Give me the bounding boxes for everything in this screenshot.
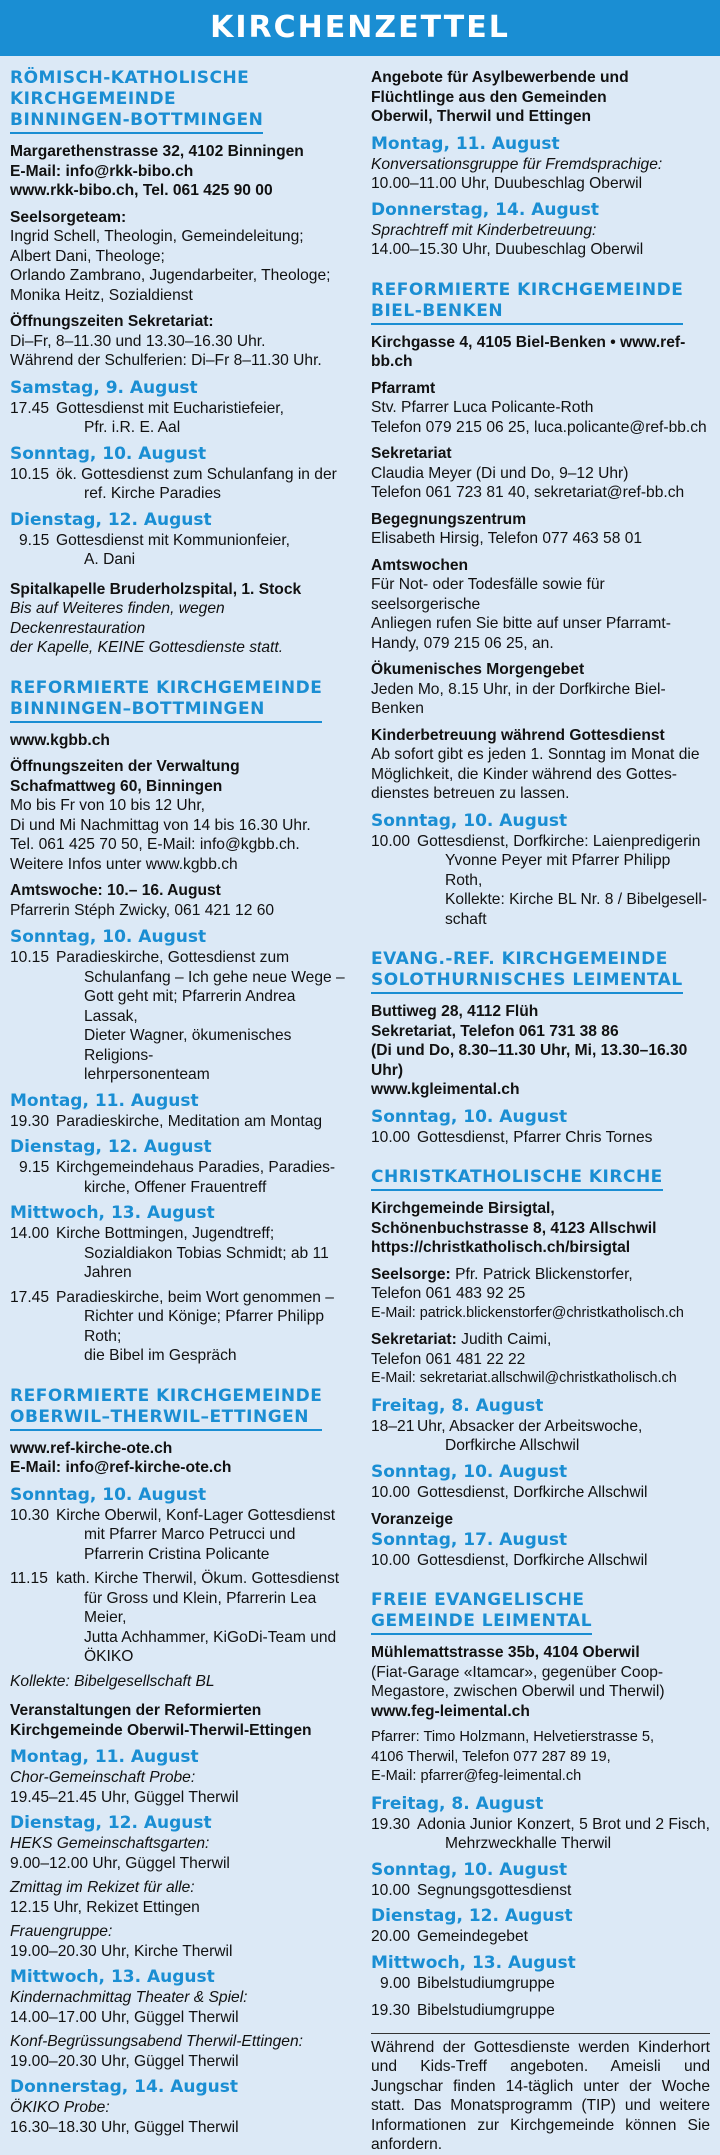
event bbox=[371, 2001, 710, 2021]
section-heading bbox=[10, 678, 322, 723]
text-line: Ingrid Schell, Theologin, Gemeindeleitung; bbox=[10, 228, 304, 245]
event-time: 10.00 bbox=[371, 832, 411, 850]
event bbox=[371, 221, 710, 260]
text-line: Oberwil, Therwil und Ettingen bbox=[371, 108, 592, 125]
text-line: Schafmattweg 60, Binningen bbox=[10, 777, 223, 795]
text-line: Kindernachmittag Theater & Spiel: bbox=[10, 1989, 248, 2006]
day-heading: Montag, 11. August bbox=[10, 1747, 199, 1767]
team-block bbox=[10, 208, 349, 306]
text-line: Konf-Begrüssungsabend Therwil-Ettingen: bbox=[10, 2033, 303, 2050]
text-line: kath. Kirche Therwil, Ökum. Gottesdienst bbox=[56, 1570, 340, 1587]
text-line: Frauengruppe: bbox=[10, 1923, 113, 1940]
event-description bbox=[56, 465, 349, 504]
text-line: Pfarrer: Timo Holzmann, Helvetierstrasse 5, bbox=[371, 1729, 655, 1745]
event-description bbox=[56, 1288, 349, 1366]
text-line: Konversationsgruppe für Fremdsprachige: bbox=[371, 155, 663, 173]
event bbox=[371, 1974, 710, 1994]
text-line: Dieter Wagner, ökumenisches Religions- bbox=[84, 1027, 292, 1064]
day-heading: Sonntag, 10. August bbox=[371, 810, 568, 831]
kinderbetreuung-block bbox=[371, 726, 710, 804]
veranstaltungen-title bbox=[10, 1701, 349, 1740]
day-heading: Freitag, 8. August bbox=[371, 1793, 544, 1814]
event-description bbox=[417, 1128, 710, 1148]
spital-note bbox=[10, 580, 349, 658]
text-line: Paradieskirche, Gottesdienst zum bbox=[56, 949, 290, 966]
event-description bbox=[417, 1417, 710, 1456]
text-line: BIEL-BENKEN bbox=[371, 300, 504, 321]
sekretariat-block bbox=[371, 1330, 710, 1389]
event-description bbox=[417, 1881, 710, 1901]
text-line: BINNINGEN-BOTTMINGEN bbox=[10, 110, 264, 130]
address-block bbox=[371, 1643, 710, 1721]
text-line: Megastore, zwischen Oberwil und Therwil) bbox=[371, 1683, 665, 1700]
text-line: Segnungsgottesdienst bbox=[417, 1881, 572, 1899]
event bbox=[10, 1988, 349, 2027]
text-line: ref. Kirche Paradies bbox=[84, 485, 221, 502]
text-line: 4106 Therwil, Telefon 077 287 89 19, bbox=[371, 1748, 611, 1765]
text-line: Stv. Pfarrer Luca Policante-Roth bbox=[371, 399, 594, 416]
address-block bbox=[10, 142, 349, 201]
text-line: 12.15 Uhr, Rekizet Ettingen bbox=[10, 1898, 200, 1916]
web-link[interactable]: www.ref-kirche-ote.ch bbox=[10, 1439, 173, 1457]
text-line: schaft bbox=[445, 910, 487, 928]
event bbox=[10, 1922, 349, 1961]
day-heading: Donnerstag, 14. August bbox=[371, 199, 599, 220]
text-line: Pfr. i.R. E. Aal bbox=[84, 419, 181, 436]
day-heading: Montag, 11. August bbox=[10, 1090, 199, 1111]
footer-note: Während der Gottesdienste werden Kinderhort und Kids-Treff angeboten. Ameisli und Jungschar finden 14-täglich unter der Woche statt. Das Monatsprogramm (TIP) und weitere Informationen zur Kirchgemeinde können Sie anfordern. bbox=[371, 2033, 710, 2155]
address-block: Kirchgasse 4, 4105 Biel-Benken • www.ref-bb.ch bbox=[371, 333, 686, 370]
text-line: ÖKIKO Probe: bbox=[10, 2099, 110, 2116]
text-line: SOLOTHURNISCHES LEIMENTAL bbox=[371, 970, 683, 990]
web-link[interactable]: www.kgleimental.ch bbox=[371, 1081, 520, 1098]
section-heading bbox=[371, 949, 683, 994]
text-line: 19.00–20.30 Uhr, Güggel Therwil bbox=[10, 2052, 239, 2070]
text-line: Sekretariat, Telefon 061 731 38 86 bbox=[371, 1022, 619, 1040]
text-line: Mo bis Fr von 10 bis 12 Uhr, bbox=[10, 797, 206, 814]
day-heading: Mittwoch, 13. August bbox=[10, 1203, 215, 1223]
text-line: Sprachtreff mit Kinderbetreuung: bbox=[371, 221, 597, 239]
text-line: Chor-Gemeinschaft Probe: bbox=[10, 1769, 196, 1786]
address-block bbox=[371, 1199, 710, 1258]
text-line: Di–Fr, 8–11.30 und 13.30–16.30 Uhr. bbox=[10, 332, 266, 350]
event-time: 10.00 bbox=[371, 1483, 411, 1501]
text-line: BINNINGEN–BOTTMINGEN bbox=[10, 698, 265, 719]
text-line: Mühlemattstrasse 35b, 4104 Oberwil bbox=[371, 1644, 640, 1661]
text-line: Paradieskirche, beim Wort genommen – bbox=[56, 1288, 334, 1306]
text-line: Amtswoche: 10.– 16. August bbox=[10, 882, 221, 899]
event-time: 17.45 bbox=[10, 399, 50, 417]
text-line: Bis auf Weiteres finden, wegen Deckenrestauration bbox=[10, 600, 225, 637]
event bbox=[371, 1881, 710, 1901]
text-line: kirche, Offener Frauentreff bbox=[84, 1178, 267, 1196]
web-block bbox=[10, 1439, 349, 1478]
section-heading bbox=[10, 1386, 322, 1431]
text-line: mit Pfarrer Marco Petrucci und bbox=[84, 1526, 296, 1543]
asyl-title bbox=[371, 68, 710, 127]
text-line: Uhr, Absacker der Arbeitswoche, bbox=[417, 1417, 643, 1435]
text-line: Telefon 061 483 92 25 bbox=[371, 1285, 526, 1302]
text-line: EVANG.-REF. KIRCHGEMEINDE bbox=[371, 949, 668, 969]
page-title: KIRCHENZETTEL bbox=[0, 0, 720, 56]
text-line: Kinderbetreuung während Gottesdienst bbox=[371, 726, 665, 744]
text-line: 14.00–15.30 Uhr, Duubeschlag Oberwil bbox=[371, 241, 644, 258]
text-line: REFORMIERTE KIRCHGEMEINDE bbox=[10, 677, 323, 698]
text-line: Orlando Zambrano, Jugendarbeiter, Theologe; bbox=[10, 267, 331, 284]
text-line: Seelsorgeteam: bbox=[10, 208, 127, 226]
day-heading: Sonntag, 10. August bbox=[371, 1106, 568, 1127]
text-line: Flüchtlinge aus den Gemeinden bbox=[371, 88, 607, 106]
day-heading: Freitag, 8. August bbox=[371, 1395, 544, 1416]
day-heading: Samstag, 9. August bbox=[10, 377, 198, 398]
text-line: OBERWIL–THERWIL–ETTINGEN bbox=[10, 1406, 309, 1427]
event-description bbox=[417, 1927, 710, 1947]
text-line: Veranstaltungen der Reformierten bbox=[10, 1702, 262, 1719]
text-line: ök. Gottesdienst zum Schulanfang in der bbox=[56, 465, 337, 483]
text-line: E-Mail: pfarrer@feg-leimental.ch bbox=[371, 1768, 582, 1784]
event-time: 19.30 bbox=[371, 1815, 411, 1833]
text-line: der Kapelle, KEINE Gottesdienste statt. bbox=[10, 639, 284, 656]
day-heading: Donnerstag, 14. August bbox=[10, 2077, 238, 2097]
text-line: GEMEINDE LEIMENTAL bbox=[371, 1611, 593, 1631]
text-line: Richter und Könige; Pfarrer Philipp Roth; bbox=[84, 1308, 325, 1345]
kollekte: Kollekte: Bibelgesellschaft BL bbox=[10, 1672, 215, 1690]
section-ref-binningen-bottmingen bbox=[10, 678, 349, 1366]
text-line: Pfarramt bbox=[371, 379, 436, 397]
day-heading: Mittwoch, 13. August bbox=[10, 1967, 215, 1987]
text-line: Telefon 061 481 22 22 bbox=[371, 1350, 526, 1368]
begegnungszentrum-block bbox=[371, 510, 710, 549]
text-line: Margarethenstrasse 32, 4102 Binningen bbox=[10, 143, 304, 160]
event-time: 10.30 bbox=[10, 1506, 50, 1524]
text-line: (Fiat-Garage «Itamcar», gegenüber Coop- bbox=[371, 1663, 664, 1681]
event bbox=[371, 1551, 710, 1571]
text-line: Di und Mi Nachmittag von 14 bis 16.30 Uhr. bbox=[10, 816, 311, 834]
text-line: Pfr. Patrick Blickenstorfer, bbox=[455, 1265, 633, 1283]
event bbox=[371, 1417, 710, 1456]
text-line: Elisabeth Hirsig, Telefon 077 463 58 01 bbox=[371, 530, 643, 547]
text-line: Tel. 061 425 70 50, E-Mail: info@kgbb.ch. bbox=[10, 836, 300, 853]
text-line: (Di und Do, 8.30–11.30 Uhr, Mi, 13.30–16.30 Uhr) bbox=[371, 1042, 688, 1079]
text-line: Bibelstudiumgruppe bbox=[417, 1974, 555, 1992]
text-line: Telefon 079 215 06 25, luca.policante@ref-bb.ch bbox=[371, 418, 707, 436]
email-link[interactable]: E-Mail: info@ref-kirche-ote.ch bbox=[10, 1459, 232, 1476]
pfarramt-block bbox=[371, 379, 710, 438]
event bbox=[371, 1815, 710, 1854]
event bbox=[10, 399, 349, 438]
text-line: Kirche Bottmingen, Jugendtreff; bbox=[56, 1225, 275, 1242]
event bbox=[10, 1224, 349, 1283]
text-line: Gottesdienst mit Eucharistiefeier, bbox=[56, 399, 284, 417]
event-description bbox=[417, 832, 710, 930]
text-line: Buttiweg 28, 4112 Flüh bbox=[371, 1003, 539, 1020]
section-rk-binningen bbox=[10, 68, 349, 658]
event bbox=[10, 2098, 349, 2137]
text-line: KIRCHGEMEINDE bbox=[10, 89, 177, 109]
text-line: Möglichkeit, die Kinder während des Gottes- bbox=[371, 765, 677, 783]
text-line: Claudia Meyer (Di und Do, 9–12 Uhr) bbox=[371, 464, 629, 482]
day-heading: Sonntag, 10. August bbox=[371, 1461, 568, 1482]
text-line: Gottesdienst, Dorfkirche Allschwil bbox=[417, 1551, 648, 1569]
section-asyl bbox=[371, 68, 710, 260]
text-line: Monika Heitz, Sozialdienst bbox=[10, 286, 193, 304]
text-line: Kirchgemeinde Birsigtal, bbox=[371, 1200, 555, 1217]
text-line: A. Dani bbox=[84, 551, 136, 568]
event-description bbox=[56, 531, 349, 570]
email-link[interactable]: E-Mail: info@rkk-bibo.ch bbox=[10, 162, 194, 180]
text-line: Gottesdienst, Dorfkirche Allschwil bbox=[417, 1483, 648, 1501]
event-time: 18–21 bbox=[371, 1417, 415, 1435]
event bbox=[10, 1569, 349, 1667]
event bbox=[10, 2032, 349, 2071]
event-time: 9.15 bbox=[19, 1159, 50, 1176]
section-solothurnisches-leimental bbox=[371, 949, 710, 1147]
event-description bbox=[56, 1224, 349, 1283]
text-line: Mehrzweckhalle Therwil bbox=[445, 1835, 612, 1852]
text-line: Schulanfang – Ich gehe neue Wege – bbox=[84, 968, 345, 986]
pfarrer-block bbox=[371, 1728, 710, 1787]
web-link[interactable]: www.rkk-bibo.ch, Tel. 061 425 90 00 bbox=[10, 182, 273, 199]
text-line: Anliegen rufen Sie bitte auf unser Pfarramt- bbox=[371, 615, 671, 632]
day-heading: Dienstag, 12. August bbox=[10, 1137, 212, 1157]
event-description bbox=[56, 1112, 349, 1132]
text-line: Weitere Infos unter www.kgbb.ch bbox=[10, 855, 238, 873]
text-line: Jutta Achhammer, KiGoDi-Team und ÖKIKO bbox=[84, 1628, 337, 1665]
event bbox=[10, 1768, 349, 1807]
event-time: 10.00 bbox=[371, 1881, 411, 1899]
event-time: 9.15 bbox=[19, 531, 50, 549]
admin-hours bbox=[10, 757, 349, 874]
event-description bbox=[56, 399, 349, 438]
text-line: Paradieskirche, Meditation am Montag bbox=[56, 1112, 323, 1130]
text-line: Kirchgemeinde Oberwil-Therwil-Ettingen bbox=[10, 1721, 312, 1739]
section-heading bbox=[10, 68, 263, 134]
event-time: 19.30 bbox=[371, 2002, 411, 2019]
text-line: für Gross und Klein, Pfarrerin Lea Meier, bbox=[84, 1589, 317, 1626]
event-time: 10.15 bbox=[10, 465, 50, 483]
text-line: Dorfkirche Allschwil bbox=[445, 1437, 580, 1454]
text-line: Pfarrerin Cristina Policante bbox=[84, 1545, 270, 1563]
day-heading: Sonntag, 10. August bbox=[371, 1859, 568, 1880]
text-line: Jeden Mo, 8.15 Uhr, in der Dorfkirche Biel-Benken bbox=[371, 680, 666, 717]
text-line: Ökumenisches Morgengebet bbox=[371, 661, 585, 678]
day-heading: Sonntag, 17. August bbox=[371, 1529, 568, 1550]
text-line: 14.00–17.00 Uhr, Güggel Therwil bbox=[10, 2008, 239, 2026]
text-line: 16.30–18.30 Uhr, Güggel Therwil bbox=[10, 2118, 239, 2136]
seelsorge-block bbox=[371, 1265, 710, 1324]
event bbox=[10, 1834, 349, 1873]
section-heading bbox=[371, 1590, 592, 1635]
day-heading: Sonntag, 10. August bbox=[10, 443, 207, 464]
text-line: Kirchgemeindehaus Paradies, Paradies- bbox=[56, 1159, 336, 1176]
text-line: Ab sofort gibt es jeden 1. Sonntag im Monat die bbox=[371, 746, 700, 763]
text-line: Öffnungszeiten Sekretariat: bbox=[10, 313, 214, 330]
web-link[interactable]: www.kgbb.ch bbox=[10, 731, 110, 749]
text-line: Telefon 061 723 81 40, sekretariat@ref-bb.ch bbox=[371, 484, 685, 501]
event-description bbox=[417, 2001, 710, 2021]
text-line: Seelsorge: bbox=[371, 1265, 451, 1283]
text-line: Kirche Oberwil, Konf-Lager Gottesdienst bbox=[56, 1506, 336, 1524]
text-line: Öffnungszeiten der Verwaltung bbox=[10, 758, 240, 775]
event bbox=[371, 1483, 710, 1503]
text-line: Angebote für Asylbewerbende und bbox=[371, 69, 629, 86]
text-line: Gemeindegebet bbox=[417, 1928, 528, 1945]
text-line: 10.00–11.00 Uhr, Duubeschlag Oberwil bbox=[371, 175, 643, 192]
text-line: Spitalkapelle Bruderholzspital, 1. Stock bbox=[10, 580, 302, 598]
text-line: HEKS Gemeinschaftsgarten: bbox=[10, 1835, 210, 1852]
text-line: Albert Dani, Theologe; bbox=[10, 247, 165, 265]
section-christkatholische-kirche bbox=[371, 1167, 710, 1570]
sekretariat-block bbox=[371, 444, 710, 503]
text-line: Sekretariat bbox=[371, 445, 452, 462]
event-description bbox=[56, 1506, 349, 1565]
text-line: 9.00–12.00 Uhr, Güggel Therwil bbox=[10, 1854, 230, 1872]
address-block bbox=[371, 1002, 710, 1100]
event bbox=[10, 1506, 349, 1565]
day-heading: Mittwoch, 13. August bbox=[371, 1952, 576, 1973]
event-time: 11.15 bbox=[10, 1570, 48, 1587]
text-line: Begegnungszentrum bbox=[371, 510, 527, 528]
event-description bbox=[417, 1551, 710, 1571]
text-line: die Bibel im Gespräch bbox=[84, 1347, 237, 1364]
event bbox=[371, 832, 710, 930]
event bbox=[371, 1927, 710, 1947]
day-heading: Sonntag, 10. August bbox=[10, 1484, 207, 1505]
amtswochen-block bbox=[371, 556, 710, 654]
text-line: REFORMIERTE KIRCHGEMEINDE bbox=[10, 1385, 323, 1406]
text-line: Kollekte: Kirche BL Nr. 8 / Bibelgesell- bbox=[445, 891, 708, 908]
web-link[interactable]: www.feg-leimental.ch bbox=[371, 1702, 530, 1720]
text-line: lehrpersonenteam bbox=[84, 1066, 210, 1083]
text-line: Sozialdiakon Tobias Schmidt; ab 11 Jahren bbox=[84, 1244, 329, 1281]
event-description bbox=[417, 1815, 710, 1854]
section-ref-oberwil-therwil-ettingen bbox=[10, 1386, 349, 2138]
event-time: 20.00 bbox=[371, 1928, 411, 1945]
text-line: E-Mail: sekretariat.allschwil@christkatholisch.ch bbox=[371, 1370, 677, 1386]
event bbox=[371, 1128, 710, 1148]
day-heading: Dienstag, 12. August bbox=[10, 1813, 212, 1833]
text-line: 19.00–20.30 Uhr, Kirche Therwil bbox=[10, 1942, 233, 1960]
text-line: Gottesdienst mit Kommunionfeier, bbox=[56, 531, 291, 549]
web-link[interactable]: https://christkatholisch.ch/birsigtal bbox=[371, 1239, 631, 1256]
event bbox=[10, 948, 349, 1085]
text-line: Gottesdienst, Pfarrer Chris Tornes bbox=[417, 1128, 653, 1146]
event-time: 17.45 bbox=[10, 1288, 50, 1306]
section-heading bbox=[371, 1167, 663, 1191]
right-column bbox=[371, 62, 710, 2155]
text-line: REFORMIERTE KIRCHGEMEINDE bbox=[371, 279, 684, 300]
office-hours bbox=[10, 312, 349, 371]
section-biel-benken bbox=[371, 280, 710, 930]
event bbox=[10, 1158, 349, 1197]
event-description bbox=[417, 1974, 710, 1994]
event-time: 10.15 bbox=[10, 949, 50, 966]
event-description bbox=[56, 1158, 349, 1197]
event bbox=[10, 531, 349, 570]
text-line: dienstes betreuen zu lassen. bbox=[371, 785, 570, 802]
text-line: Sekretariat: bbox=[371, 1331, 457, 1348]
text-line: Für Not- oder Todesfälle sowie für seelsorgerische bbox=[371, 576, 605, 613]
event-time: 10.00 bbox=[371, 1551, 411, 1569]
text-line: Judith Caimi, bbox=[461, 1331, 552, 1348]
event-description bbox=[56, 1569, 349, 1667]
event-time: 9.00 bbox=[380, 1974, 411, 1992]
left-column bbox=[10, 62, 349, 2155]
text-line: Pfarrerin Stéph Zwicky, 061 421 12 60 bbox=[10, 901, 275, 919]
section-feg-leimental bbox=[371, 1590, 710, 2155]
event-time: 10.00 bbox=[371, 1128, 411, 1146]
text-line: Yvonne Peyer mit Pfarrer Philipp Roth, bbox=[445, 852, 671, 889]
voranzeige-label: Voranzeige bbox=[371, 1511, 454, 1528]
text-line: E-Mail: patrick.blickenstorfer@christkatholisch.ch bbox=[371, 1304, 684, 1321]
text-line: RÖMISCH-KATHOLISCHE bbox=[10, 68, 250, 88]
text-line: 19.45–21.45 Uhr, Güggel Therwil bbox=[10, 1788, 239, 1806]
event bbox=[10, 1878, 349, 1917]
text-line: Adonia Junior Konzert, 5 Brot und 2 Fisch, bbox=[417, 1815, 710, 1833]
event bbox=[371, 155, 710, 194]
text-line: CHRISTKATHOLISCHE KIRCHE bbox=[371, 1167, 663, 1187]
text-line: Bibelstudiumgruppe bbox=[417, 2002, 555, 2019]
event bbox=[10, 1288, 349, 1366]
event-description bbox=[417, 1483, 710, 1503]
text-line: Während der Schulferien: Di–Fr 8–11.30 Uhr. bbox=[10, 352, 322, 369]
text-line: Amtswochen bbox=[371, 556, 469, 574]
event-description bbox=[56, 948, 349, 1085]
amtswoche bbox=[10, 881, 349, 920]
text-line: Schönenbuchstrasse 8, 4123 Allschwil bbox=[371, 1219, 657, 1237]
text-line: Gottesdienst, Dorfkirche: Laienpredigerin bbox=[417, 832, 701, 850]
text-line: FREIE EVANGELISCHE bbox=[371, 1590, 585, 1610]
event bbox=[10, 1112, 349, 1132]
text-line: Handy, 079 215 06 25, an. bbox=[371, 634, 554, 652]
text-line: Gott geht mit; Pfarrerin Andrea Lassak, bbox=[84, 988, 296, 1025]
day-heading: Montag, 11. August bbox=[371, 133, 560, 154]
morgengebet-block bbox=[371, 660, 710, 719]
day-heading: Dienstag, 12. August bbox=[10, 509, 212, 530]
event-time: 19.30 bbox=[10, 1112, 50, 1130]
day-heading: Dienstag, 12. August bbox=[371, 1906, 573, 1926]
section-heading bbox=[371, 280, 683, 325]
day-heading: Sonntag, 10. August bbox=[10, 927, 207, 947]
event-time: 14.00 bbox=[10, 1225, 50, 1242]
event bbox=[10, 465, 349, 504]
text-line: Zmittag im Rekizet für alle: bbox=[10, 1879, 195, 1896]
